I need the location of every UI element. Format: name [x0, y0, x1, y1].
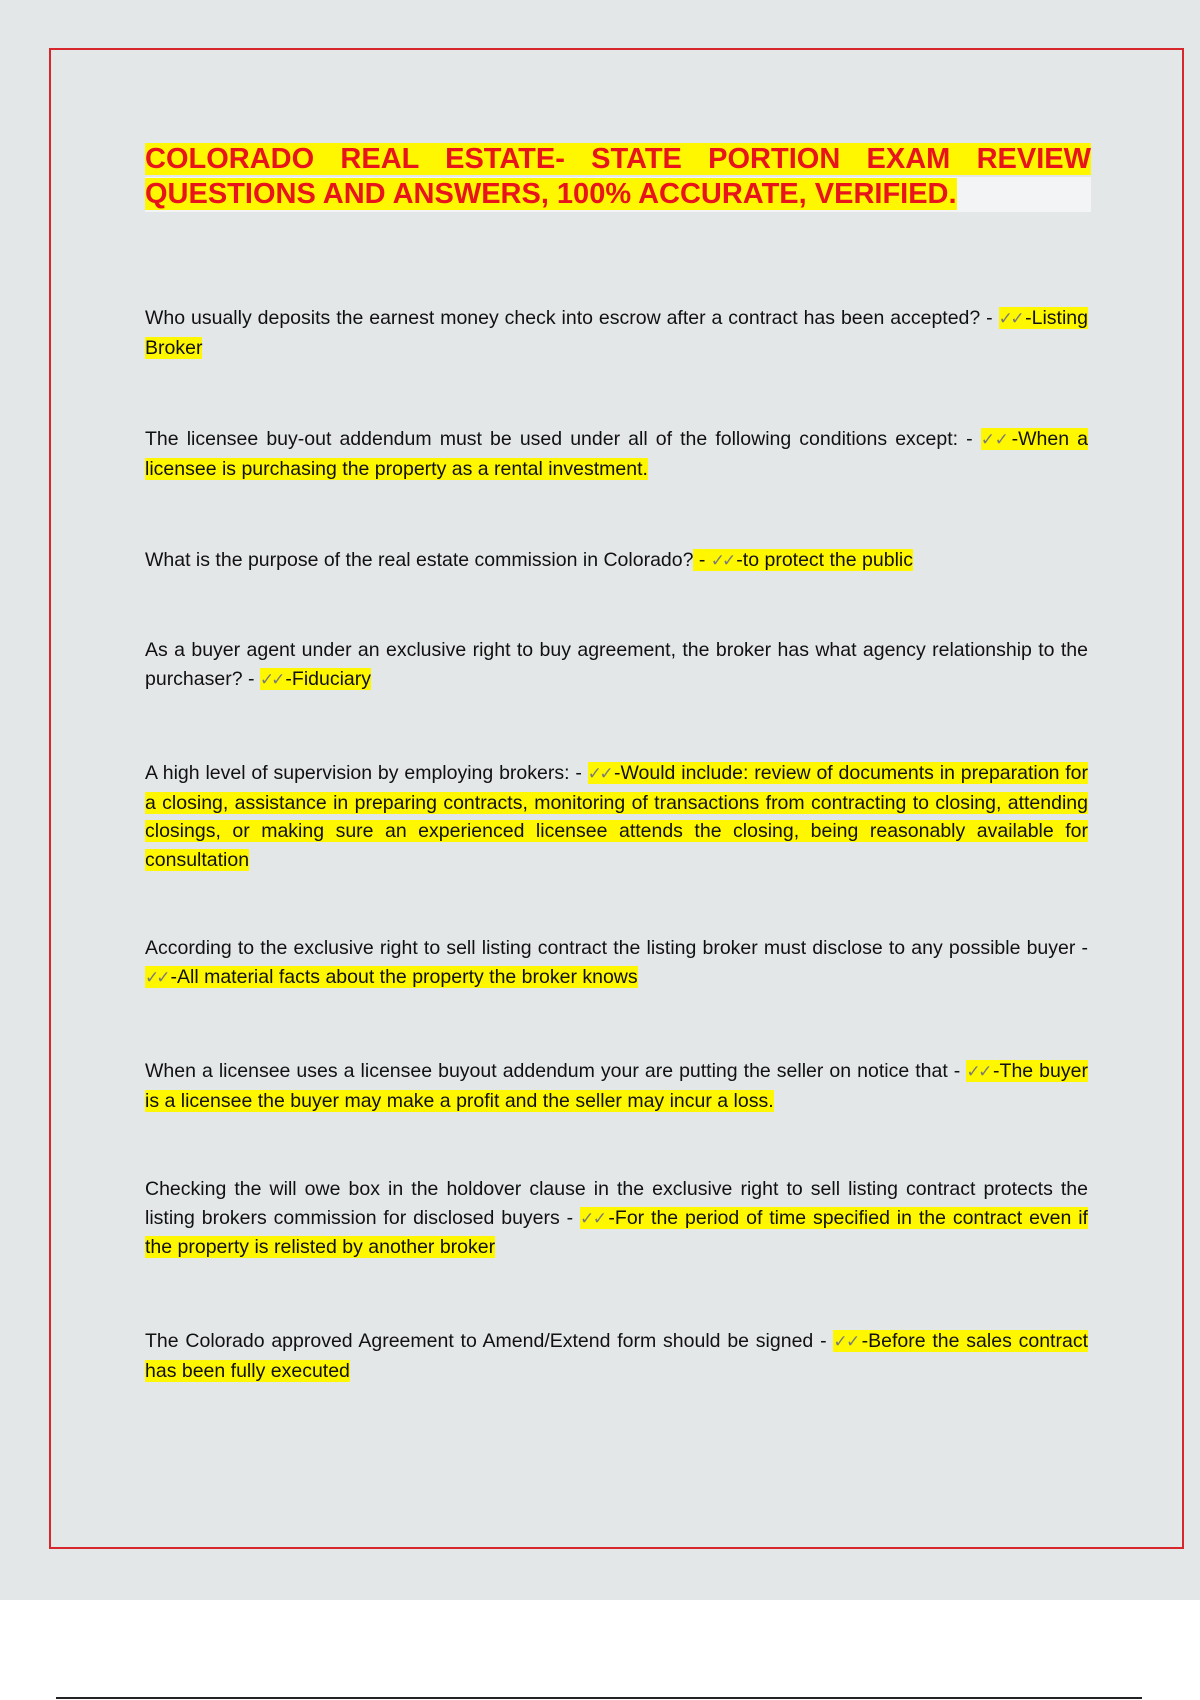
title-line2: QUESTIONS AND ANSWERS, 100% ACCURATE, VERIFIED. — [145, 178, 957, 210]
answer-text: For the period of time specified in the contract even if the property is relisted by another broker — [145, 1206, 1088, 1258]
double-check-icon: ✓✓ — [145, 967, 168, 988]
qa-item-1 — [145, 304, 1088, 362]
double-check-icon: ✓✓ — [966, 1062, 991, 1082]
double-check-icon: ✓✓ — [259, 669, 283, 690]
double-check-icon: ✓✓ — [980, 430, 1009, 450]
double-check-icon: ✓✓ — [710, 551, 734, 571]
qa-item-9 — [145, 1327, 1088, 1385]
question-text: The Colorado approved Agreement to Amend/Extend form should be signed — [145, 1330, 814, 1352]
qa-item-5 — [145, 759, 1088, 874]
double-check-icon: ✓✓ — [998, 309, 1023, 329]
answer-block — [145, 966, 638, 988]
separator: - — [242, 667, 260, 690]
answer-prefix: - — [993, 1060, 1000, 1082]
qa-item-8 — [145, 1175, 1088, 1262]
question-text: According to the exclusive right to sell listing contract the listing broker must disclose to any possible buyer — [145, 937, 1076, 959]
qa-item-6 — [145, 934, 1088, 992]
separator: - — [813, 1330, 834, 1352]
answer-prefix: - — [608, 1206, 615, 1229]
question-text: Checking the will owe box in the holdover clause in the exclusive right to sell listing contract protects the listing brokers commission for disclosed buyers — [145, 1178, 1088, 1229]
qa-item-7 — [145, 1057, 1088, 1115]
answer-text: to protect the public — [742, 549, 913, 571]
separator: - — [569, 762, 588, 784]
answer-text: Fiduciary — [291, 667, 372, 690]
question-text: The licensee buy-out addendum must be used under all of the following conditions except: — [145, 428, 959, 450]
answer-text: Would include: review of documents in preparation for a closing, assistance in preparing contracts, monitoring of transactions from contracting to closing, attending closings, or making sure an experienced licensee attends the closing, being reasonably available for consultation — [145, 762, 1088, 871]
answer-prefix: - — [613, 762, 621, 784]
answer-prefix: - — [861, 1330, 869, 1352]
question-text: As a buyer agent under an exclusive right to buy agreement, the broker has what agency relationship to the purchaser? — [145, 639, 1088, 690]
answer-text: Before the sales contract has been fully executed — [145, 1330, 1088, 1382]
question-text: When a licensee uses a licensee buyout addendum your are putting the seller on notice that — [145, 1060, 948, 1082]
answer-text: All material facts about the property the broker knows — [177, 965, 638, 988]
answer-text: Listing Broker — [145, 307, 1088, 359]
question-text: A high level of supervision by employing brokers: — [145, 762, 570, 784]
title-line2-container — [145, 177, 1091, 212]
double-check-icon: ✓✓ — [833, 1332, 859, 1352]
separator: - — [559, 1206, 581, 1229]
separator: - — [1075, 937, 1088, 959]
question-text: What is the purpose of the real estate commission in Colorado? — [145, 549, 694, 571]
answer-prefix: - — [170, 965, 177, 988]
title-line1: COLORADO REAL ESTATE- STATE PORTION EXAM REVIEW — [145, 143, 1091, 175]
separator: - — [947, 1060, 967, 1082]
answer-block — [693, 549, 913, 571]
footer-divider — [56, 1697, 1142, 1699]
qa-item-4 — [145, 636, 1088, 694]
answer-prefix: - — [1025, 307, 1032, 329]
question-text: Who usually deposits the earnest money check into escrow after a contract has been accepted? — [145, 307, 981, 329]
qa-item-2 — [145, 425, 1088, 483]
document-title — [145, 142, 1091, 212]
qa-item-3 — [145, 546, 1088, 576]
separator: - — [980, 307, 999, 329]
double-check-icon: ✓✓ — [587, 764, 611, 784]
answer-prefix: - — [1011, 428, 1019, 450]
answer-text: When a licensee is purchasing the property as a rental investment. — [145, 428, 1088, 480]
answer-prefix: - — [285, 667, 292, 690]
double-check-icon: ✓✓ — [580, 1208, 606, 1229]
separator: - — [958, 428, 981, 450]
answer-prefix: - — [736, 549, 743, 571]
answer-text: The buyer is a licensee the buyer may make a profit and the seller may incur a loss. — [145, 1060, 1088, 1112]
separator: - — [693, 549, 711, 571]
answer-block — [260, 668, 371, 690]
